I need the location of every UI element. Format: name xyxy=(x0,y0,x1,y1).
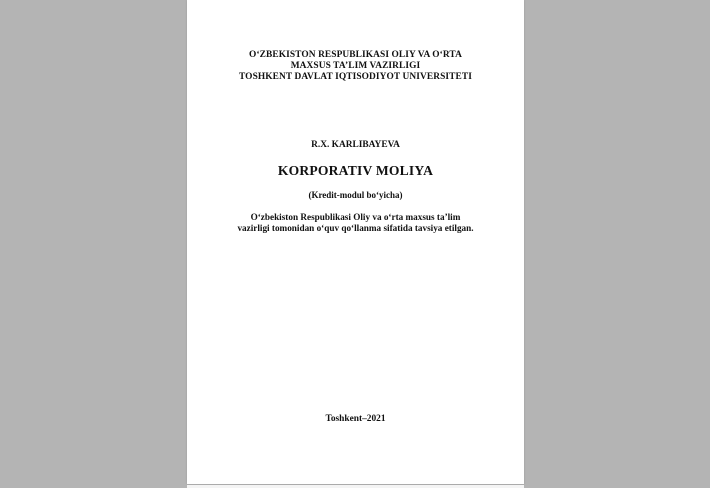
ministry-name-line-1: O‘ZBEKISTON RESPUBLIKASI OLIY VA O‘RTA xyxy=(249,50,462,60)
approval-note-line-1: O‘zbekiston Respublikasi Oliy va o‘rta maxsus ta’lim xyxy=(250,212,461,222)
document-title: KORPORATIV MOLIYA xyxy=(277,163,434,178)
document-page xyxy=(187,0,524,484)
author-name: R.X. KARLIBAYEVA xyxy=(311,140,400,150)
ministry-name-line-2: MAXSUS TA’LIM VAZIRLIGI xyxy=(290,61,421,71)
document-subtitle: (Kredit-modul bo‘yicha) xyxy=(308,190,403,200)
place-and-year: Toshkent–2021 xyxy=(325,414,386,424)
approval-note-line-2: vazirligi tomonidan o‘quv qo‘llanma sifatida tavsiya etilgan. xyxy=(237,223,474,233)
university-name: TOSHKENT DAVLAT IQTISODIYOT UNIVERSITETI xyxy=(239,72,472,82)
